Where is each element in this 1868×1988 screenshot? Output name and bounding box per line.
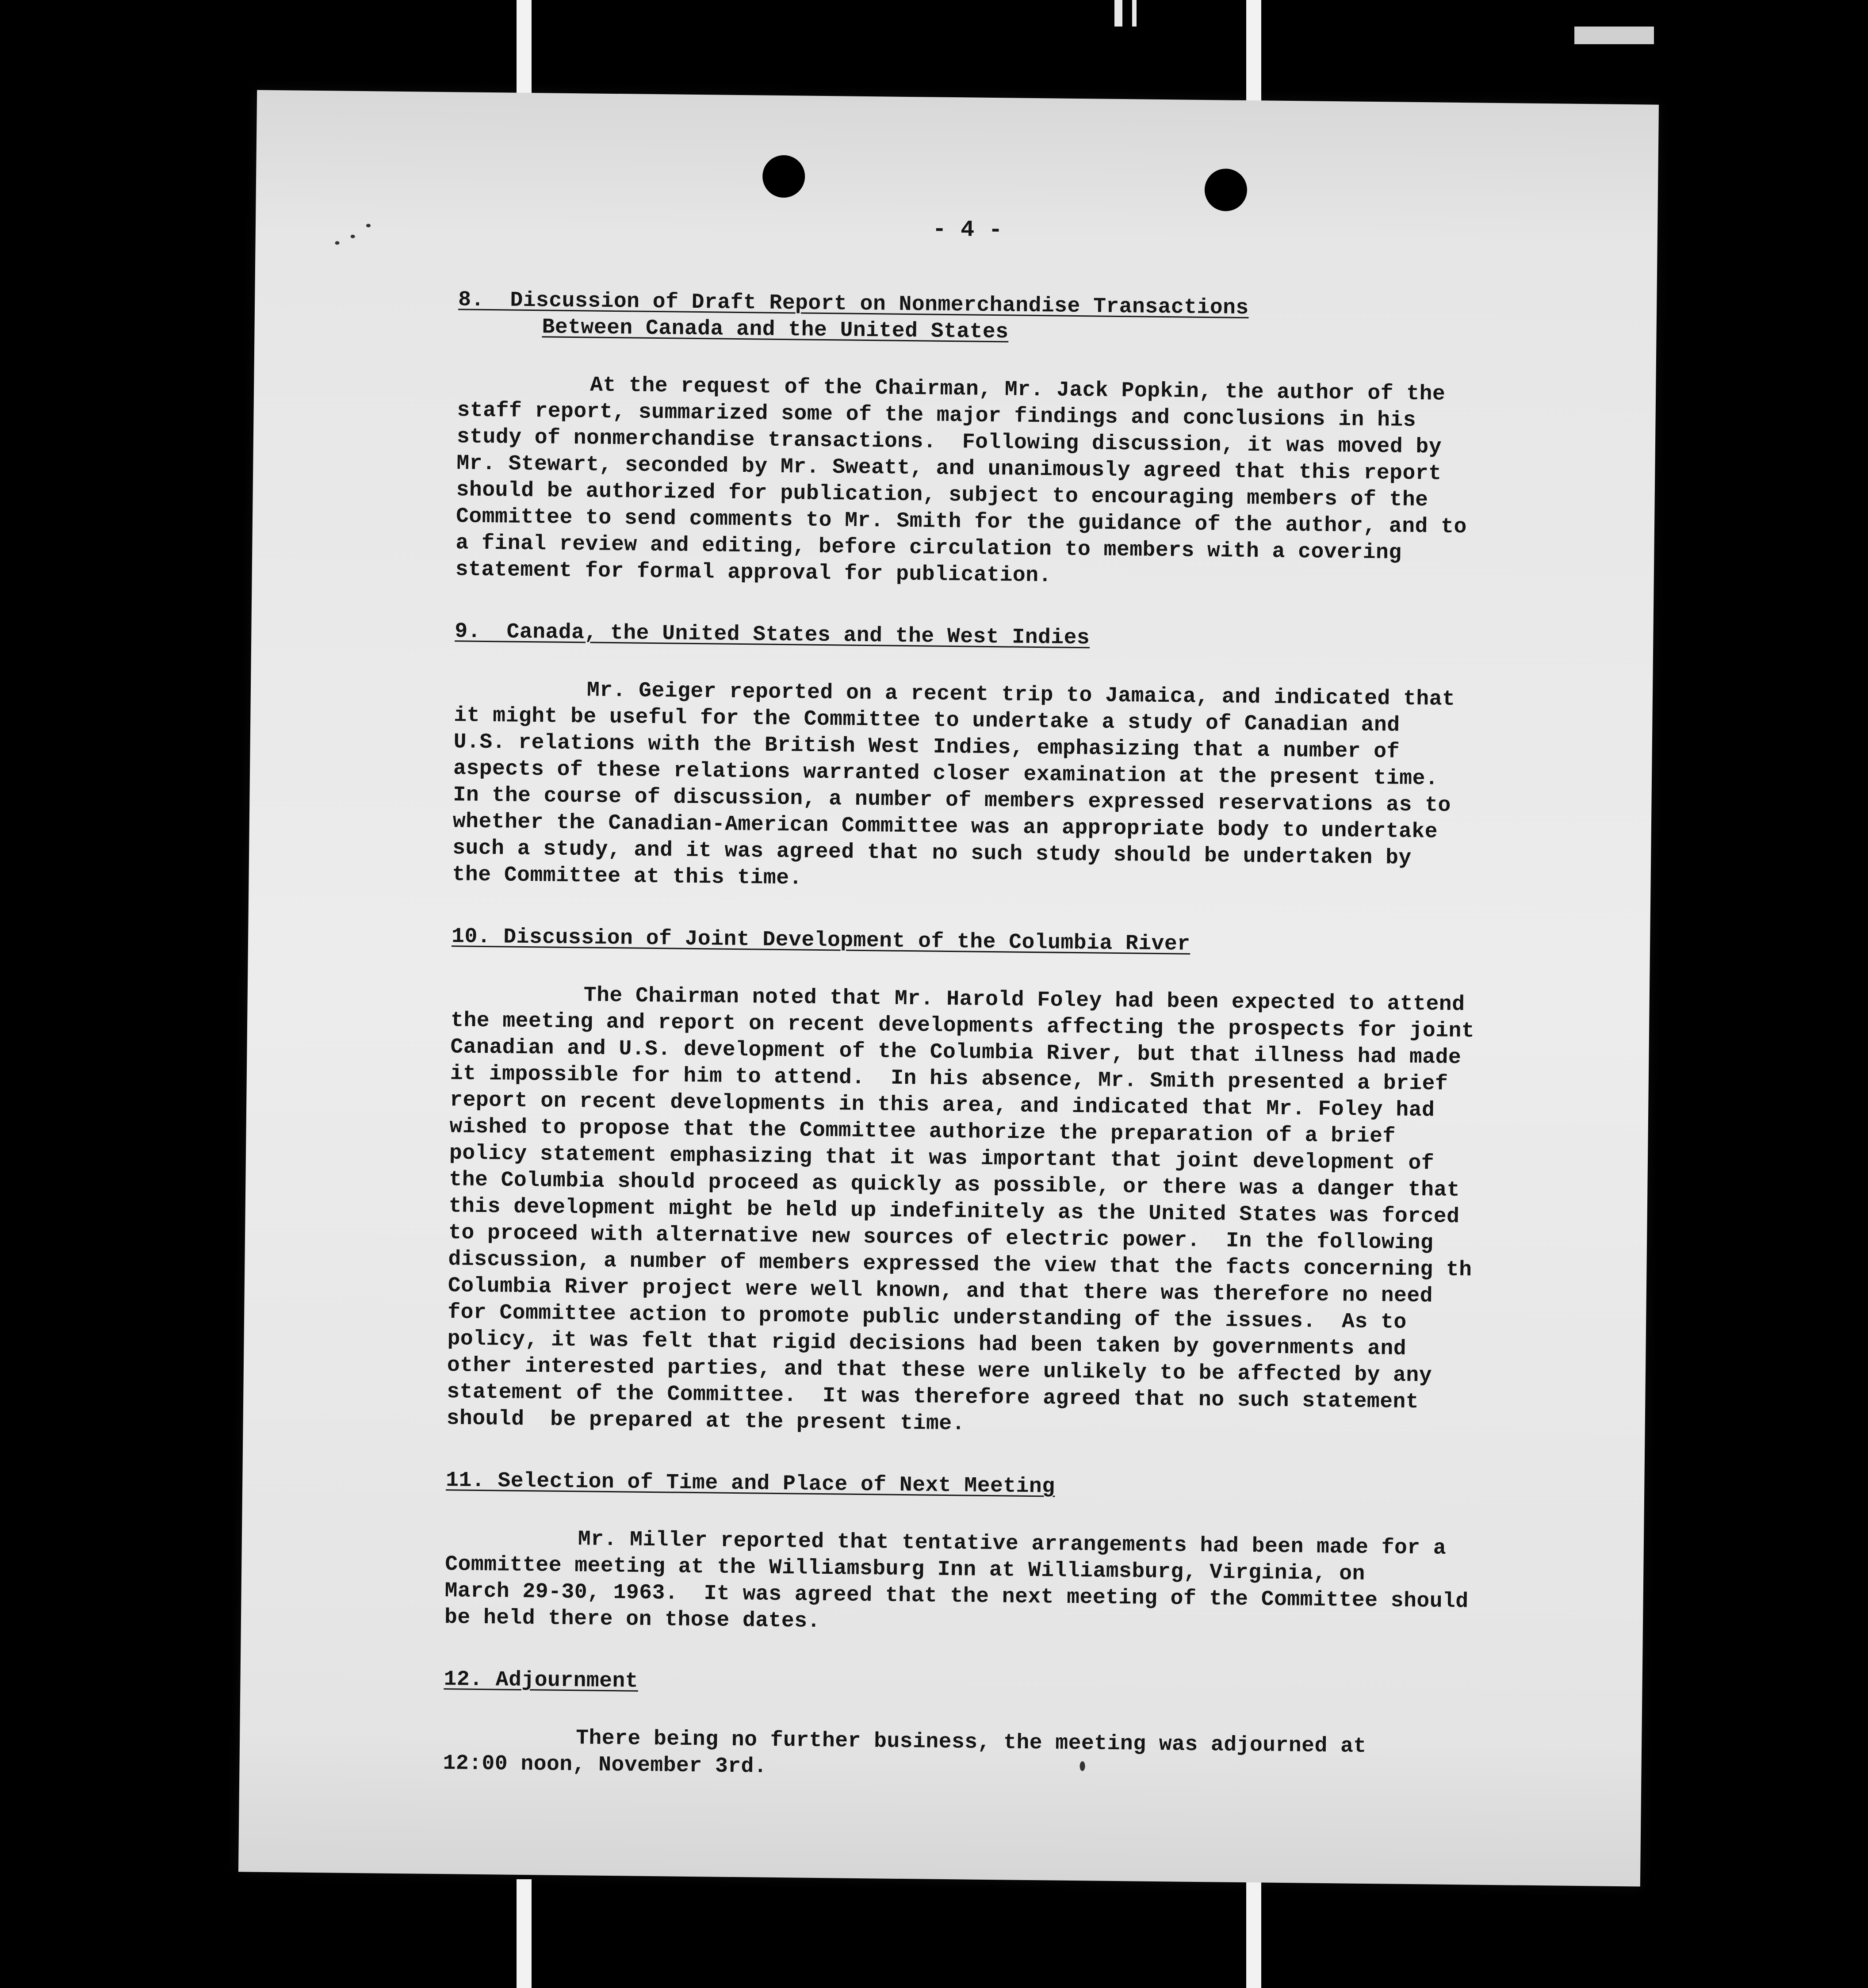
section-heading: 9. Canada, the United States and the West Indies bbox=[455, 619, 1090, 650]
paragraph-line: report on recent developments in this area, and indicated that Mr. Foley had bbox=[450, 1088, 1435, 1123]
paragraph-line: the Committee at this time. bbox=[452, 863, 803, 891]
paragraph-line: discussion, a number of members expressed the view that the facts concerning th bbox=[448, 1247, 1472, 1282]
section-heading: 10. Discussion of Joint Development of the Columbia River bbox=[451, 925, 1190, 956]
film-mark bbox=[1114, 0, 1122, 27]
paragraph-line: The Chairman noted that Mr. Harold Foley had been expected to attend bbox=[583, 983, 1465, 1017]
paragraph-line: Columbia River project were well known, and that there was therefore no need bbox=[448, 1274, 1433, 1308]
section bbox=[452, 618, 1525, 899]
paragraph-line: a final review and editing, before circulation to members with a covering bbox=[456, 531, 1402, 565]
section-paragraph bbox=[444, 1525, 1516, 1642]
paragraph-line: for Committee action to promote public understanding of the issues. As to bbox=[447, 1300, 1407, 1334]
paragraph-line: it might be useful for the Committee to undertake a study of Canadian and bbox=[454, 703, 1400, 738]
paragraph-line: Mr. Stewart, seconded by Mr. Sweatt, and unanimously agreed that this report bbox=[456, 451, 1442, 486]
paragraph-line: the Columbia should proceed as quickly as possible, or there was a danger that bbox=[449, 1168, 1460, 1203]
paragraph-line: policy, it was felt that rigid decisions had been taken by governments and bbox=[447, 1327, 1407, 1361]
paragraph-line: this development might be held up indefinitely as the United States was forced bbox=[448, 1194, 1460, 1229]
page-number: - 4 - bbox=[932, 216, 1003, 244]
paragraph-line: statement for formal approval for publication. bbox=[455, 558, 1052, 588]
scan-speck bbox=[366, 224, 371, 227]
section bbox=[446, 923, 1522, 1443]
punch-hole bbox=[1204, 168, 1247, 211]
paragraph-line: At the request of the Chairman, Mr. Jack Popkin, the author of the bbox=[589, 373, 1446, 406]
paragraph-line: In the course of discussion, a number of members expressed reservations as to bbox=[453, 783, 1451, 818]
film-edge-top-right bbox=[1246, 0, 1261, 115]
document-body bbox=[442, 211, 1529, 1823]
film-mark bbox=[1132, 0, 1137, 27]
section bbox=[443, 1666, 1514, 1788]
paragraph-line: Mr. Geiger reported on a recent trip to Jamaica, and indicated that bbox=[586, 678, 1455, 711]
section-heading: Between Canada and the United States bbox=[542, 315, 1009, 344]
scan-speck bbox=[351, 235, 355, 238]
paragraph-line: other interested parties, and that these were unlikely to be affected by any bbox=[447, 1353, 1432, 1388]
section bbox=[444, 1467, 1516, 1642]
section-paragraph bbox=[452, 676, 1524, 899]
paragraph-line: study of nonmerchandise transactions. Following discussion, it was moved by bbox=[456, 425, 1442, 459]
paragraph-line: it impossible for him to attend. In his absence, Mr. Smith presented a brief bbox=[450, 1062, 1448, 1096]
section-heading: 11. Selection of Time and Place of Next Meeting bbox=[445, 1468, 1055, 1499]
paragraph-line: Canadian and U.S. development of the Columbia River, but that illness had made bbox=[450, 1035, 1462, 1070]
paragraph-line: should be prepared at the present time. bbox=[446, 1407, 965, 1436]
film-mark bbox=[1574, 27, 1654, 44]
paragraph-line: to proceed with alternative new sources of electric power. In the following bbox=[448, 1221, 1434, 1255]
paragraph-line: There being no further business, the meeting was adjourned at bbox=[575, 1726, 1367, 1759]
paragraph-line: aspects of these relations warranted closer examination at the present time. bbox=[453, 757, 1439, 791]
film-edge-bottom-right bbox=[1246, 1879, 1261, 1988]
document-page bbox=[238, 90, 1659, 1887]
paragraph-line: wished to propose that the Committee authorize the preparation of a brief bbox=[449, 1115, 1396, 1149]
paragraph-line: the meeting and report on recent developments affecting the prospects for joint bbox=[450, 1009, 1475, 1044]
section-heading: 8. Discussion of Draft Report on Nonmerchandise Transactions bbox=[458, 288, 1249, 321]
paragraph-line: 12:00 noon, November 3rd. bbox=[443, 1751, 767, 1779]
paragraph-line: Mr. Miller reported that tentative arrangements had been made for a bbox=[578, 1527, 1447, 1560]
section-paragraph bbox=[443, 1724, 1513, 1788]
paragraph-line: be held there on those dates. bbox=[444, 1606, 821, 1634]
section-heading: 12. Adjournment bbox=[444, 1667, 639, 1694]
paragraph-line: statement of the Committee. It was therefore agreed that no such statement bbox=[447, 1380, 1419, 1415]
punch-hole bbox=[762, 155, 805, 198]
scan-speck bbox=[335, 241, 340, 245]
section bbox=[456, 287, 1529, 594]
paragraph-line: such a study, and it was agreed that no such study should be undertaken by bbox=[452, 836, 1412, 870]
section-paragraph bbox=[446, 981, 1521, 1443]
paragraph-line: U.S. relations with the British West Indies, emphasizing that a number of bbox=[453, 730, 1400, 764]
paragraph-line: March 29-30, 1963. It was agreed that the next meeting of the Committee should bbox=[444, 1579, 1469, 1614]
paragraph-line: Committee to send comments to Mr. Smith for the guidance of the author, and to bbox=[456, 505, 1467, 539]
paragraph-line: policy statement emphasizing that it was important that joint development of bbox=[449, 1141, 1435, 1176]
paragraph-line: whether the Canadian-American Committee was an appropriate body to undertake bbox=[452, 810, 1438, 844]
paragraph-line: should be authorized for publication, subject to encouraging members of the bbox=[456, 478, 1428, 512]
paragraph-line: Committee meeting at the Williamsburg Inn at Williamsburg, Virginia, on bbox=[445, 1552, 1366, 1586]
paragraph-line: staff report, summarized some of the major findings and conclusions in his bbox=[457, 398, 1416, 432]
sections-container bbox=[443, 287, 1528, 1788]
film-edge-bottom-left bbox=[517, 1879, 532, 1988]
section-paragraph bbox=[456, 371, 1528, 594]
